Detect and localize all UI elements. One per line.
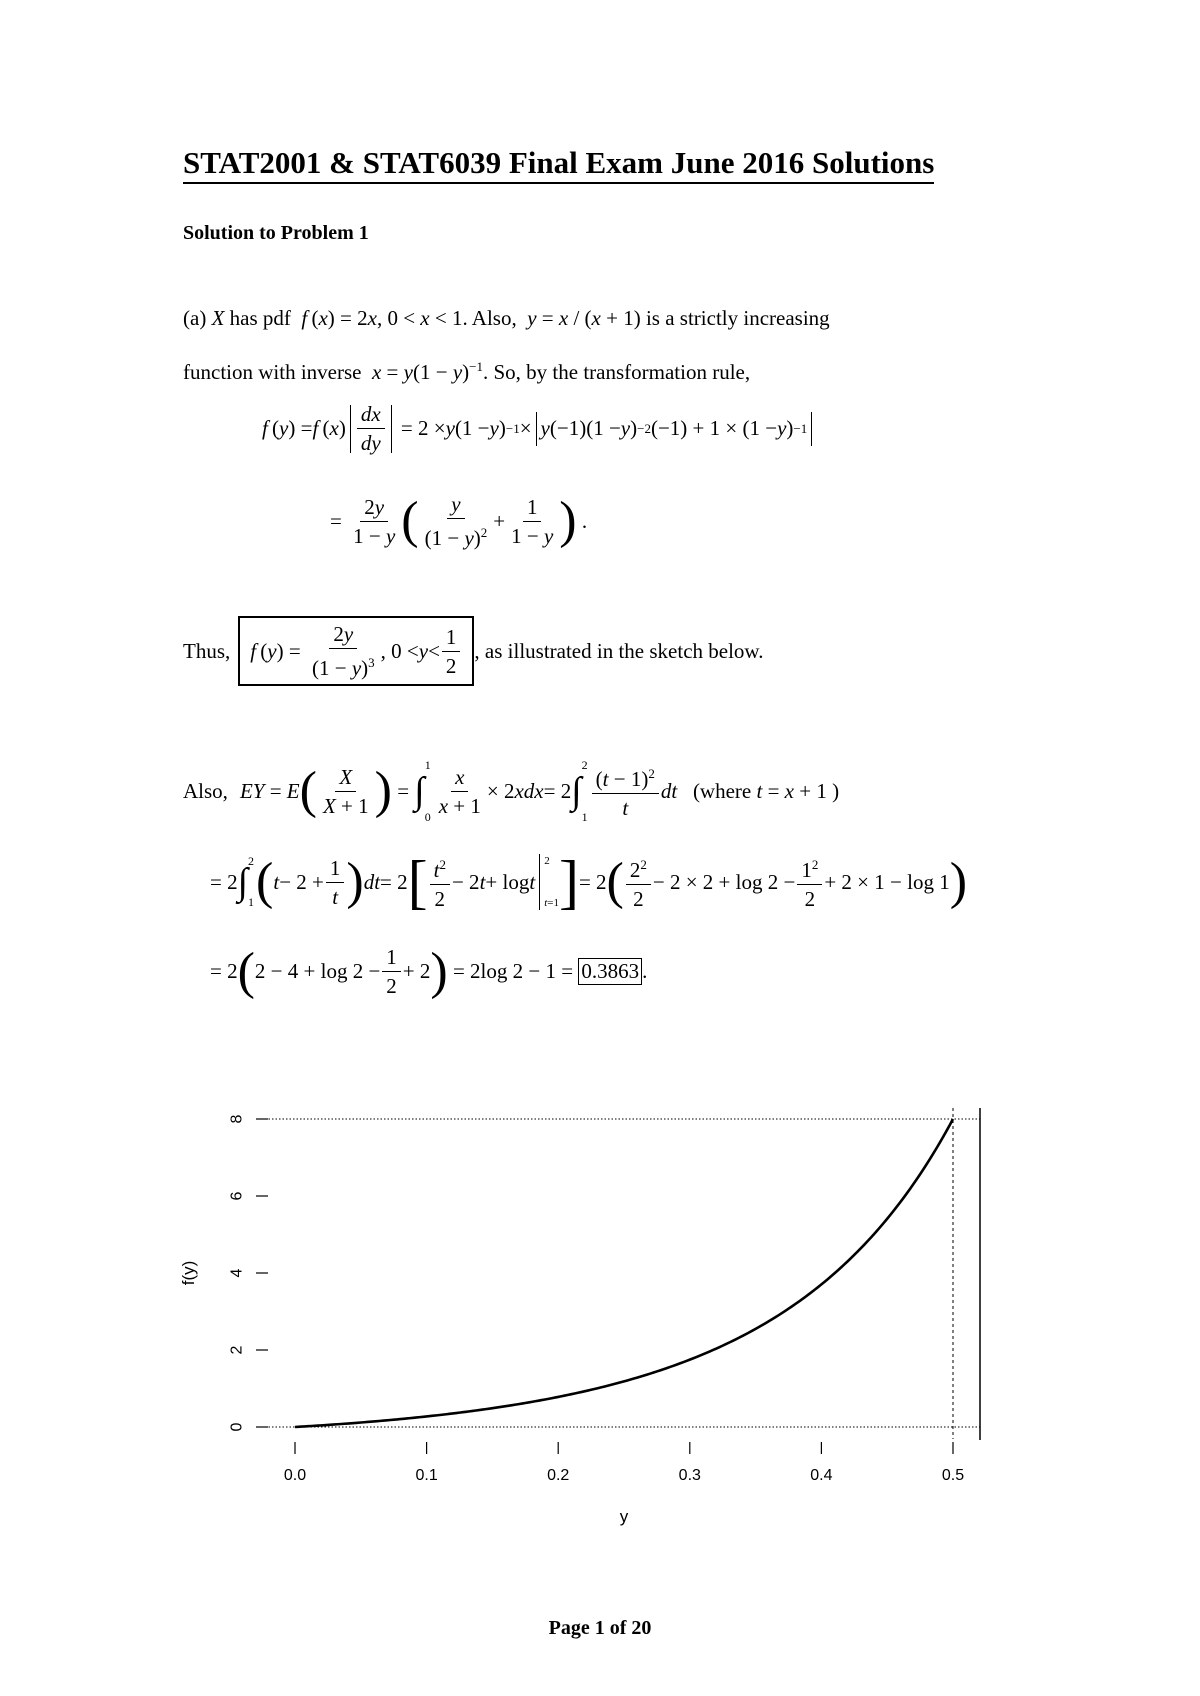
text-has-pdf: has pdf	[229, 306, 291, 330]
x-tick-label: 0.2	[547, 1467, 570, 1484]
boxed-pdf-result: f ( y ) = $\frac{2y}{(1 - y)^3}$ , 0 < y < $\frac{1}{2}$	[238, 616, 474, 686]
y-tick-label: 2	[228, 1345, 246, 1355]
page-footer: Page 1 of 20	[548, 1617, 652, 1639]
pdf-of-x: f (x) = 2x, 0 < x < 1	[301, 306, 463, 330]
boxed-answer: 0.3863	[578, 958, 642, 985]
y-tick-label: 8	[228, 1114, 246, 1124]
var-x: X	[211, 306, 225, 330]
x-tick-label: 0.5	[941, 1467, 965, 1484]
expectation-formula: EY = E ( $\frac{X}{X + 1}$ ) = ∫ 1 0 $\frac{x}{x + 1}$ × 2 xdx = 2 ∫ 2 1 $\frac{(t - 1)^2}{t}$ dt	[239, 758, 678, 824]
text-also-ey: Also,	[183, 779, 228, 803]
equation-final: = 2 ( 2 − 4 + log 2 − $\frac{1}{2}$ + 2 ) = 2log 2 − 1 = 0.3863 .	[210, 942, 648, 1000]
equation-transformation: f ( y ) = f ( x ) $\frac{dx}{dy}$ = 2 × y (1 − y ) −1 × y (−1)(1 − y ) −2 (−1) + 1 × (1 − y ) −1	[262, 402, 816, 455]
text-where-close: )	[832, 779, 840, 803]
text-function-inverse: function with inverse	[183, 360, 362, 384]
x-axis-label: y	[619, 1507, 629, 1526]
inverse-formula: $x = y(1 - y)^{-1}$	[371, 359, 483, 384]
text-thus: Thus,	[183, 639, 231, 663]
transform-def: y = x / (x + 1)	[527, 306, 641, 330]
y-tick-label: 0	[228, 1422, 246, 1432]
problem-heading: Solution to Problem 1	[183, 222, 369, 244]
y-axis-label: f(y)	[179, 1260, 198, 1286]
text-illustrated: , as illustrated in the sketch below.	[474, 639, 764, 663]
x-tick-label: 0.0	[283, 1467, 307, 1484]
y-tick-label: 6	[228, 1191, 246, 1201]
text-where: (where	[692, 779, 752, 803]
x-tick-label: 0.4	[810, 1467, 833, 1484]
text-also: . Also,	[462, 306, 517, 330]
chart-layer	[179, 1108, 980, 1526]
page-title: STAT2001 & STAT6039 Final Exam June 2016 Solutions	[183, 146, 934, 184]
text-strictly-increasing: is a strictly increasing	[645, 306, 830, 330]
equation-integral: = 2 ∫ 2 1 ( t − 2 + $\frac{1}{t}$ ) dt = 2 [ $\frac{t^2}{2}$ − 2 t + log t 2 t=1 ] = 2 ( $\frac{2^2}{2}$ − 2 × 2 + log 2 − $\frac{1^2}{2}$ + 2 × 1 − log 1 )	[210, 849, 968, 915]
answer-period: .	[642, 959, 648, 983]
part-label: (a)	[183, 306, 207, 330]
x-tick-label: 0.1	[415, 1467, 438, 1484]
y-tick-label: 4	[228, 1268, 246, 1278]
substitution: t = x + 1	[756, 779, 833, 803]
text-transformation-rule: . So, by the transformation rule,	[482, 360, 751, 384]
x-tick-label: 0.3	[678, 1467, 701, 1484]
equation-simplified: = $\frac{2y}{1 - y}$ ( $\frac{y}{(1 - y)^2}$ + $\frac{1}{1 - y}$ ) .	[330, 492, 588, 550]
pdf-curve	[295, 1119, 953, 1427]
